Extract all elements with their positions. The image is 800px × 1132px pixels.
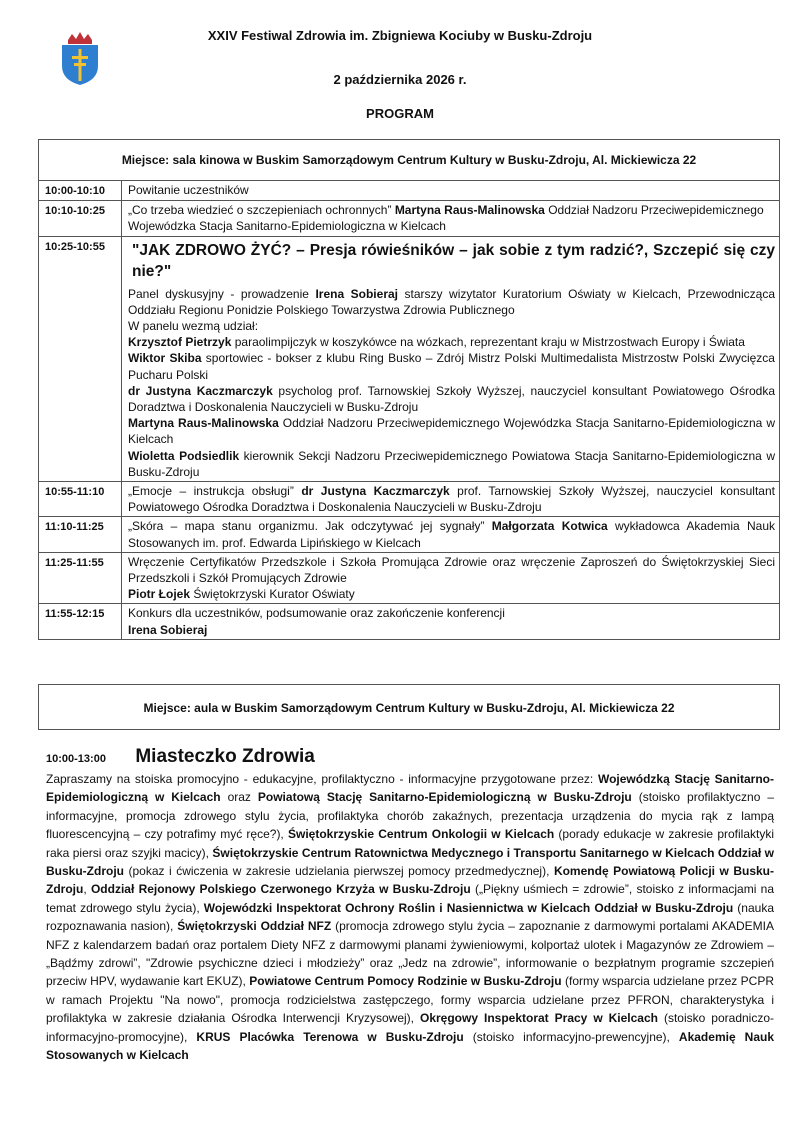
institution-name: Okręgowy Inspektorat Pracy w Kielcach <box>419 1011 658 1026</box>
panel-label: W panelu wezmą udział: <box>128 319 259 334</box>
speaker-name: Irena Sobieraj <box>128 622 208 637</box>
talk-title: „Emocje – instrukcja obsługi” <box>128 484 294 499</box>
institution-name: Komendę Powiatową Policji w Busku-Zdroju <box>46 864 775 897</box>
panelist <box>128 448 775 480</box>
miasteczko-heading <box>46 746 772 768</box>
description-text: (promocja zdrowego stylu życia – zapoznanie z darmowymi portalami AKADEMIA NFZ z kalendarzem badań oraz portalem Diety NFZ z darmowymi planami żywieniowymi, kolportaż ulotek i Magazynów ze Zdrowiem – „Bądźmy zdrowi”, "Zdrowie psychiczne dzieci i młodzieży” oraz „Jedz na zdrowie”, informowanie o bezpłatnym programie szczepień przeciw HPV, wydawanie kart EKUZ), <box>46 919 775 989</box>
institution-name: Akademię Nauk Stosowanych w Kielcach <box>46 1029 774 1063</box>
table-row <box>39 181 780 201</box>
item-text: Wręczenie Certyfikatów Przedszkole i Szkoła Promująca Zdrowie oraz wręczenie Zaproszeń do Świętokrzyskiej Sieci Przedszkoli i Szkół Promujących Zdrowie <box>128 554 775 586</box>
institution-name: Wojewódzki Inspektorat Ochrony Roślin i Nasiennictwa w Kielcach Oddział w Busku-Zdroju <box>203 900 734 915</box>
panelist <box>128 334 775 350</box>
panelist-name: dr Justyna Kaczmarczyk <box>128 383 273 398</box>
institution-name: Oddział Rejonowy Polskiego Czerwonego Krzyża w Busku-Zdroju <box>90 882 471 897</box>
panelist-name: Krzysztof Pietrzyk <box>128 335 232 350</box>
table-row <box>39 552 780 604</box>
description-text: (pokaz i ćwiczenia w zakresie udzielania pierwszej pomocy przedmedycznej), <box>124 864 554 879</box>
speaker-name: dr Justyna Kaczmarczyk <box>301 484 450 499</box>
time-cell: 11:10-11:25 <box>39 517 122 552</box>
speaker-name: Piotr Łojek <box>128 587 191 602</box>
item-cell <box>122 181 780 201</box>
institution-name: Świętokrzyskie Centrum Ratownictwa Medycznego i Transportu Sanitarnego w Kielcach Oddział w Busku-Zdroju <box>46 845 774 879</box>
panel-intro: Panel dyskusyjny - prowadzenie <box>128 286 309 301</box>
panelist <box>128 383 775 415</box>
moderator-affiliation: starszy wizytator Kuratorium Oświaty w Kielcach, Przewodnicząca Oddziału Regionu Ponidzie Polskiego Towarzystwa Zdrowia Publicznego <box>128 286 775 317</box>
table-row <box>39 236 780 481</box>
table-row <box>39 482 780 517</box>
table-row <box>39 517 780 552</box>
festival-date: 2 października 2026 r. <box>333 72 467 87</box>
speaker-affiliation: wykładowca Akademia Nauk Stosowanych im. prof. Edwarda Lipińskiego w Kielcach <box>128 519 775 550</box>
description-text: (stoisko poradniczo-informacyjno-promocyjne), <box>46 1011 775 1044</box>
panelist-desc: Oddział Nadzoru Przeciwepidemicznego Wojewódzka Stacja Sanitarno-Epidemiologiczna w Kielcach <box>128 416 775 447</box>
speaker-affiliation: prof. Tarnowskiej Szkoły Wyższej, nauczyciel konsultant Powiatowego Ośrodka Doradztwa i Doskonalenia Nauczycieli w Busku-Zdroju <box>128 484 775 515</box>
institution-name: KRUS Placówka Terenowa w Busku-Zdroju <box>196 1029 464 1044</box>
panelist-desc: psycholog prof. Tarnowskiej Szkoły Wyższej, nauczyciel konsultant Powiatowego Ośrodka Doradztwa i Doskonalenia Nauczycieli w Busku-Zdroju <box>128 383 775 415</box>
description-text: (stoisko informacyjno-prewencyjne), <box>463 1029 679 1044</box>
panelist-name: Wioletta Podsiedlik <box>128 448 240 463</box>
schedule-table <box>38 180 780 640</box>
item-cell <box>122 482 780 517</box>
panelist-name: Martyna Raus-Malinowska <box>128 416 279 431</box>
institution-name: Wojewódzką Stację Sanitarno-Epidemiologiczną w Kielcach <box>46 772 774 805</box>
item-cell <box>122 517 780 552</box>
table-row <box>39 604 780 639</box>
speaker-name: Małgorzata Kotwica <box>491 519 608 534</box>
item-cell <box>122 552 780 604</box>
item-cell <box>122 236 780 481</box>
item-text: Konkurs dla uczestników, podsumowanie oraz zakończenie konferencji <box>128 606 505 621</box>
panelist <box>128 350 775 382</box>
item-cell <box>122 604 780 639</box>
time-cell: 10:10-10:25 <box>39 201 122 236</box>
institution-name: Powiatowe Centrum Pomocy Rodzinie w Busku-Zdroju <box>249 974 562 989</box>
description-text: (formy wsparcia udzielane przez PCPR w ramach Projektu "Na nowo", promocja rodzicielstwa zastępczego, formy wsparcia udzielane przez PFRON, charakterystyka i profilaktyka w zakresie działania Ośrodka Interwencji Kryzysowej), <box>46 974 774 1026</box>
festival-title: XXIV Festiwal Zdrowia im. Zbigniewa Kociuby w Busku-Zdroju <box>207 28 593 43</box>
description-text: („Piękny uśmiech = zdrowie”, stoisko z informacjami na temat zdrowego stylu życia), <box>46 882 775 915</box>
panelist-desc: kierownik Sekcji Nadzoru Przeciwepidemicznego Powiatowa Stacja Sanitarno-Epidemiologiczna w Busku-Zdroju <box>128 448 775 479</box>
description-text: (porady edukacje w zakresie profilaktyki raka piersi oraz szyjki macicy), <box>46 827 774 860</box>
institution-name: Świętokrzyskie Centrum Onkologii w Kielcach <box>287 827 555 842</box>
venue-aula: Miejsce: aula w Buskim Samorządowym Centrum Kultury w Busku-Zdroju, Al. Mickiewicza 22 <box>38 684 780 730</box>
talk-title: „Skóra – mapa stanu organizmu. Jak odczytywać jej sygnały” <box>128 519 485 534</box>
institution-name: Świętokrzyski Oddział NFZ <box>177 919 332 934</box>
speaker-affiliation: Świętokrzyski Kurator Oświaty <box>193 587 355 602</box>
panelist-desc: sportowiec - bokser z klubu Ring Busko – Zdrój Mistrz Polski Multimedalista Mistrzostw Polski Zwycięzca Pucharu Polski <box>128 351 775 382</box>
description-text: (nauka rozpoznawania nasion), <box>46 900 775 934</box>
description-text: oraz <box>220 790 258 805</box>
time-cell: 11:55-12:15 <box>39 604 122 639</box>
institution-name: Powiatową Stację Sanitarno-Epidemiologiczną w Busku-Zdroju <box>257 790 632 805</box>
miasteczko-time: 10:00-13:00 <box>46 753 106 765</box>
miasteczko-title: Miasteczko Zdrowia <box>135 746 315 767</box>
time-cell: 11:25-11:55 <box>39 552 122 604</box>
table-row <box>39 201 780 236</box>
miasteczko-description <box>46 770 774 1065</box>
time-cell: 10:25-10:55 <box>39 236 122 481</box>
panelist-desc: paraolimpijczyk w koszykówce na wózkach, reprezentant kraju w Mistrzostwach Europy i Świata <box>234 335 745 350</box>
panelist <box>128 415 775 447</box>
description-text: Zapraszamy na stoiska promocyjno - edukacyjne, profilaktyczno - informacyjne przygotowane przez: <box>46 772 598 786</box>
speaker-name: Martyna Raus-Malinowska <box>394 203 545 218</box>
item-cell <box>122 201 780 236</box>
time-cell: 10:00-10:10 <box>39 181 122 201</box>
panelist-name: Wiktor Skiba <box>128 351 202 366</box>
moderator-name: Irena Sobieraj <box>315 286 398 301</box>
description-text: (stoisko profilaktyczno – informacyjne, promocja zdrowego stylu życia, profilaktyka chorób zakaźnych, prezentacja urządzenia do mycia rąk z lampą fluorescencyjną – czy potrafimy myć ręce?), <box>46 790 775 842</box>
speaker-affiliation: Oddział Nadzoru Przeciwepidemicznego Wojewódzka Stacja Sanitarno-Epidemiologiczna w Kielcach <box>128 203 764 234</box>
item-text: Powitanie uczestników <box>128 183 249 197</box>
program-heading: PROGRAM <box>366 106 434 121</box>
description-text: , <box>83 882 91 897</box>
panel-title: "JAK ZDROWO ŻYĆ? – Presja rówieśników – jak sobie z tym radzić?, Szczepić się czy nie?" <box>132 241 775 280</box>
time-cell: 10:55-11:10 <box>39 482 122 517</box>
venue-cinema: Miejsce: sala kinowa w Buskim Samorządowym Centrum Kultury w Busku-Zdroju, Al. Mickiewicza 22 <box>38 139 780 180</box>
talk-title: „Co trzeba wiedzieć o szczepieniach ochronnych” <box>128 203 392 218</box>
